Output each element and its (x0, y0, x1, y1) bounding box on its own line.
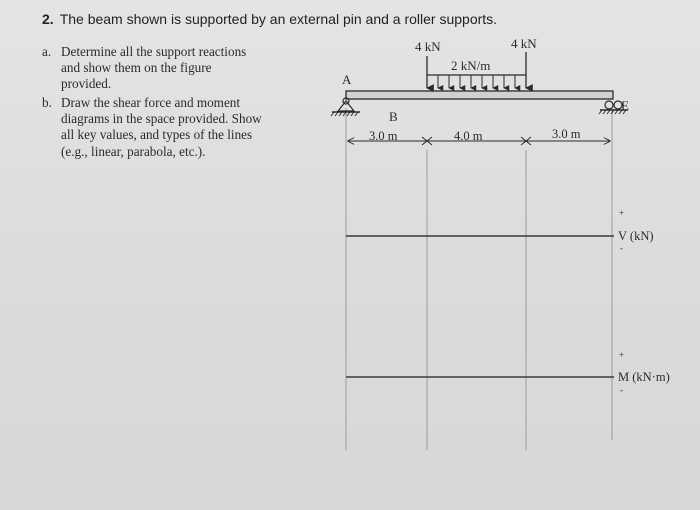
part-a-marker: a. (42, 44, 52, 59)
point-label-a: A (342, 72, 352, 87)
point-load-2-label: 4 kN (511, 36, 537, 51)
distributed-load (427, 75, 526, 88)
part-a-line: and show them on the figure (61, 60, 212, 76)
section-guide-lines (346, 108, 612, 450)
distributed-load-label: 2 kN/m (451, 58, 491, 73)
pin-support-a (331, 98, 360, 116)
moment-axis-label: M (kN·m) (618, 370, 670, 384)
beam (346, 91, 613, 99)
point-label-b: B (389, 109, 398, 124)
span-label-1: 3.0 m (369, 129, 398, 143)
point-load-1-label: 4 kN (415, 39, 441, 54)
part-b-marker: b. (42, 95, 52, 110)
part-b-line: Draw the shear force and moment (61, 95, 241, 110)
shear-axis-label: V (kN) (618, 229, 654, 243)
point-label-e: E (621, 98, 629, 113)
part-a-line: Determine all the support reactions (61, 44, 247, 59)
shear-minus-sign: - (620, 243, 623, 253)
part-b-line: all key values, and types of the lines (61, 127, 253, 143)
shear-plus-sign: + (619, 208, 625, 218)
problem-number: 2. (42, 11, 54, 27)
span-label-2: 4.0 m (454, 129, 483, 143)
moment-minus-sign: - (620, 385, 623, 395)
moment-plus-sign: + (619, 350, 625, 360)
span-label-3: 3.0 m (552, 127, 581, 141)
part-b-line: diagrams in the space provided. Show (61, 111, 262, 127)
part-b-line: (e.g., linear, parabola, etc.). (61, 143, 206, 159)
problem-text: The beam shown is supported by an external pin and a roller supports. (59, 11, 498, 27)
part-a-line: provided. (61, 76, 112, 92)
